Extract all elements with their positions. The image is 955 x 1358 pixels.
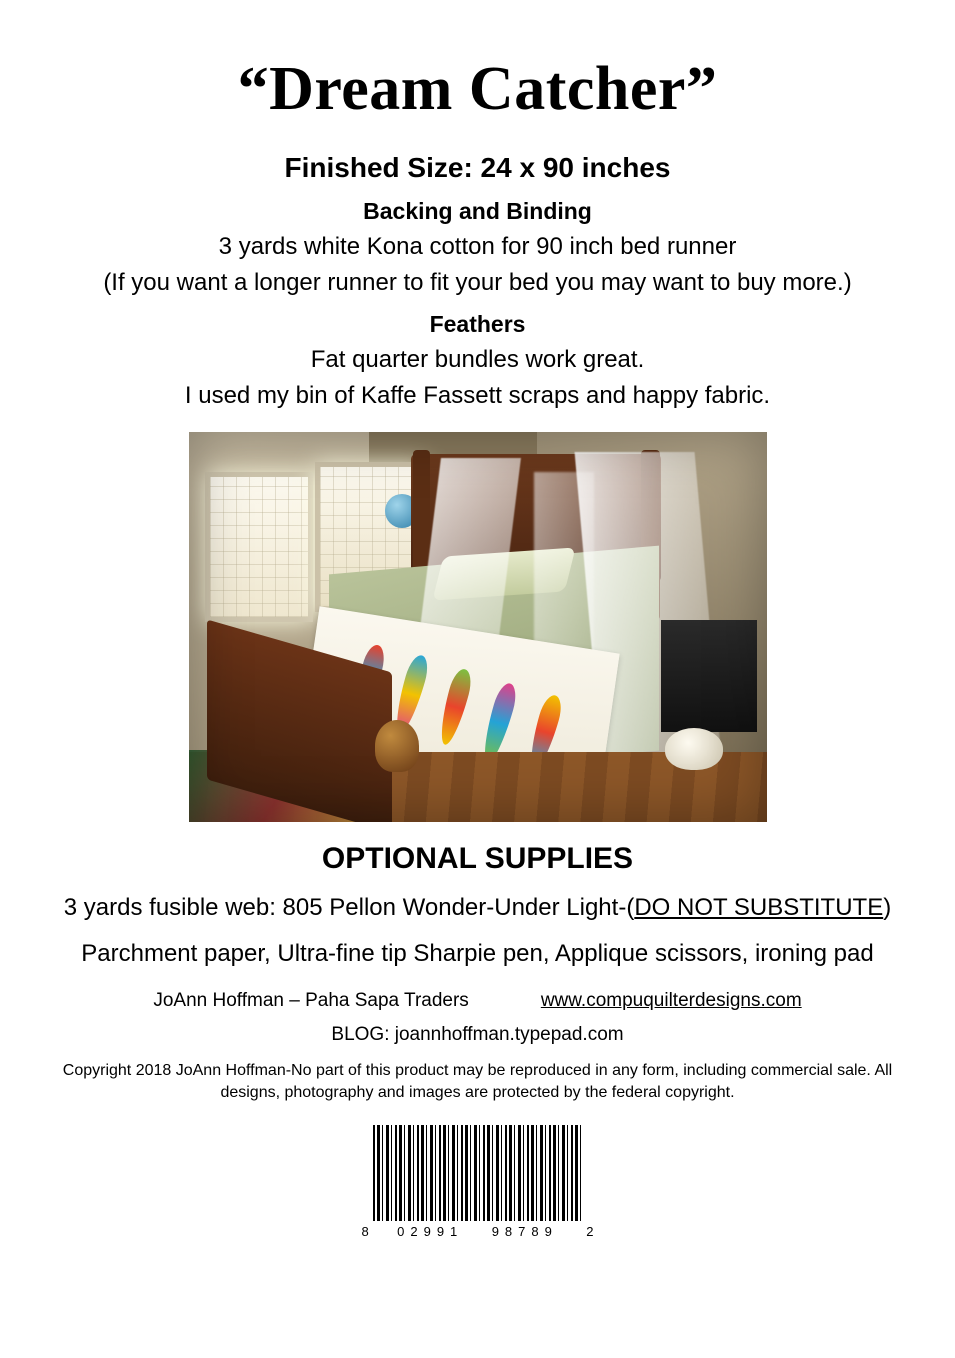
bed-runner-photo [189,432,767,822]
optional-supplies-line-1 [30,894,925,922]
author-name: JoAnn Hoffman – Paha Sapa Traders [153,990,469,1011]
fusible-web-text: 3 yards fusible web: 805 Pellon Wonder-Under Light-( [63,894,635,921]
photo-container [30,432,925,822]
feathers-line-1: Fat quarter bundles work great. [310,346,645,373]
section-heading-backing-and-binding: Backing and Binding [363,198,592,224]
section-heading-feathers: Feathers [429,311,526,337]
photo-footboard-finial [375,720,419,772]
finished-size-text: Finished Size: 24 x 90 inches [284,152,671,183]
do-not-substitute-emphasis: DO NOT SUBSTITUTE [634,894,884,921]
optional-supplies-heading: OPTIONAL SUPPLIES [321,842,634,875]
photo-nightstand [661,620,757,732]
barcode-image [373,1125,583,1221]
photo-lamp [665,728,723,770]
barcode-container [30,1125,925,1239]
credits-row [30,990,925,1012]
photo-window-left [205,472,313,622]
backing-line-2: (If you want a longer runner to fit your bed you may want to buy more.) [103,269,852,296]
website-link[interactable]: www.compuquilterdesigns.com [540,990,802,1011]
barcode-group-2: 98789 [491,1224,558,1240]
backing-line-1: 3 yards white Kona cotton for 90 inch bed runner [218,233,737,260]
blog-link[interactable]: BLOG: joannhoffman.typepad.com [331,1024,624,1045]
optional-supplies-line-2: Parchment paper, Ultra-fine tip Sharpie pen, Applique scissors, ironing pad [81,940,874,967]
barcode-right-digit: 2 [586,1224,594,1240]
barcode-left-digit: 8 [361,1224,369,1240]
feathers-line-2: I used my bin of Kaffe Fassett scraps and happy fabric. [184,382,771,409]
barcode-digits [362,1224,594,1239]
fusible-web-suffix: ) [883,894,892,921]
barcode-group-1: 02991 [397,1224,464,1240]
photo-window-left-grid [210,477,308,617]
page-title: “Dream Catcher” [237,55,718,123]
copyright-notice: Copyright 2018 JoAnn Hoffman-No part of this product may be reproduced in any form, including commercial sale. All designs, photography and images are protected by the federal copyright. [62,1062,893,1101]
pattern-back-cover-page [0,55,955,1358]
